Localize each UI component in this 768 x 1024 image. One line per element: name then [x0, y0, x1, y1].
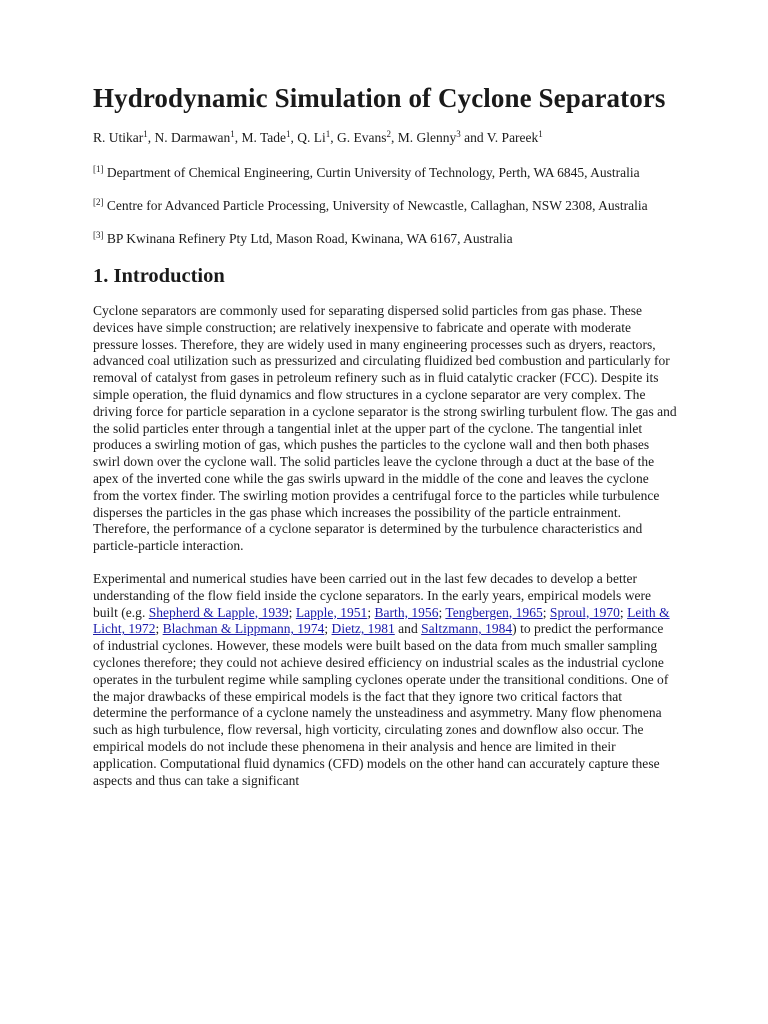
intro-paragraph-2: Experimental and numerical studies have been carried out in the last few decades to develop a better understanding of the flow field inside the cyclone separators. In the early years, empirical models were built (e.g. Shepherd & Lapple, 1939; Lapple, 1951; Barth, 1956; Tengbergen, 1965; Sproul, 1970; Leith & Licht, 1972; Blachman & Lippmann, 1974; Dietz, 1981 and Saltzmann, 1984) to predict the performance of industrial cyclones. However, these models were built based on the data from much smaller sampling cyclones therefore; they could not achieve desired efficiency on industrial scales as the industrial cyclone operates in the turbulent regime while sampling cyclones operate under the transitional conditions. One of the major drawbacks of these empirical models is the fact that they ignore two critical factors that determine the performance of a cyclone namely the unsteadiness and asymmetry. Many flow phenomena such as high turbulence, flow reversal, high vorticity, circulating zones and downflow also occur. The empirical models do not include these phenomena in their analysis and hence are limited in their application. Computational fluid dynamics (CFD) models on the other hand can accurately capture these aspects and thus can take a significant: [93, 570, 670, 788]
affiliation-1: [93, 164, 678, 181]
author: M. Glenny$^3$ and: [397, 129, 487, 145]
affiliation-text: Centre for Advanced Particle Processing, University of Newcastle, Callaghan, NSW 2308, Australia: [103, 198, 648, 213]
paragraph-text: Experimental and numerical studies have been carried out in the last few decades to develop a better understanding of the flow field inside the cyclone separators. In the early years, empirical models were built (e.g.: [93, 570, 652, 620]
citation-link[interactable]: Saltzmann, 1984: [421, 621, 513, 637]
affiliation-marker: [3]: [93, 230, 104, 240]
affiliation-2: [93, 197, 678, 214]
citation-link[interactable]: Sproul, 1970: [549, 604, 620, 620]
citation-link[interactable]: Lapple, 1951: [295, 604, 368, 620]
affiliation-marker: [2]: [93, 197, 104, 207]
intro-paragraph-1: Cyclone separators are commonly used for separating dispersed solid particles from gas phase. These devices have simple construction; are relatively inexpensive to fabricate and operate with moderate pressure losses. Therefore, they are widely used in many engineering processes such as dryers, reactors, advanced coal utilization such as pressurized and circulating fluidized bed combustion and particularly for removal of catalyst from gases in petroleum refinery such as in fluid catalytic cracker (FCC). Despite its simple operation, the fluid dynamics and flow structures in a cyclone separator are very complex. The driving force for particle separation in a cyclone separator is the strong swirling turbulent flow. The gas and the solid particles enter through a tangential inlet at the upper part of the cyclone. The tangential inlet produces a swirling motion of gas, which pushes the particles to the cyclone wall and then both phases swirl down over the cyclone wall. The solid particles leave the cyclone through a duct at the base of the apex of the inverted cone while the gas swirls upward in the middle of the cone and leaves the cyclone from the vortex finder. The swirling motion provides a centrifugal force to the particles while turbulence disperses the particles in the gas phase which increases the possibility of the particle entrainment. Therefore, the performance of a cyclone separator is determined by the turbulence characteristics and particle-particle interaction.: [93, 303, 677, 554]
paper-title: Hydrodynamic Simulation of Cyclone Separators: [93, 83, 666, 113]
author: M. Tade$^1$,: [241, 129, 298, 145]
document-page: [93, 82, 678, 805]
author: N. Darmawan$^1$,: [154, 129, 242, 145]
author: R. Utikar$^1$,: [93, 129, 155, 145]
affiliation-marker: [1]: [93, 164, 104, 174]
citation-link[interactable]: Tengbergen, 1965: [445, 604, 543, 620]
citation-link[interactable]: Blachman & Lippmann, 1974: [162, 621, 325, 637]
section-heading-introduction: 1. Introduction: [93, 265, 225, 287]
affiliation-text: BP Kwinana Refinery Pty Ltd, Mason Road, Kwinana, WA 6167, Australia: [103, 231, 513, 246]
author: V. Pareek$^1$: [486, 129, 543, 145]
citation-link[interactable]: Dietz, 1981: [331, 621, 395, 637]
citation-link[interactable]: Leith & Licht, 1972: [93, 604, 670, 637]
citation-link[interactable]: Shepherd & Lapple, 1939: [148, 604, 289, 620]
author: G. Evans$^2$,: [337, 129, 398, 145]
paragraph-text: ) to predict the performance of industrial cyclones. However, these models were built based on the data from much smaller sampling cyclones therefore; they could not achieve desired efficiency on industrial scales as the industrial cyclone operates in the turbulent regime while sampling cyclones operate under the transitional conditions. One of the major drawbacks of these empirical models is the fact that they ignore two critical factors that determine the performance of a cyclone namely the unsteadiness and asymmetry. Many flow phenomena such as high turbulence, flow reversal, high vorticity, circulating zones and downflow also occur. The empirical models do not include these phenomena in their analysis and hence are limited in their application. Computational fluid dynamics (CFD) models on the other hand can accurately capture these aspects and thus can take a significant: [93, 621, 669, 788]
citation-link[interactable]: Barth, 1956: [374, 604, 439, 620]
affiliation-text: Department of Chemical Engineering, Curtin University of Technology, Perth, WA 6845, Australia: [103, 165, 640, 180]
affiliation-3: [93, 230, 678, 247]
author-list: [93, 129, 678, 147]
author: Q. Li$^1$,: [297, 129, 338, 145]
